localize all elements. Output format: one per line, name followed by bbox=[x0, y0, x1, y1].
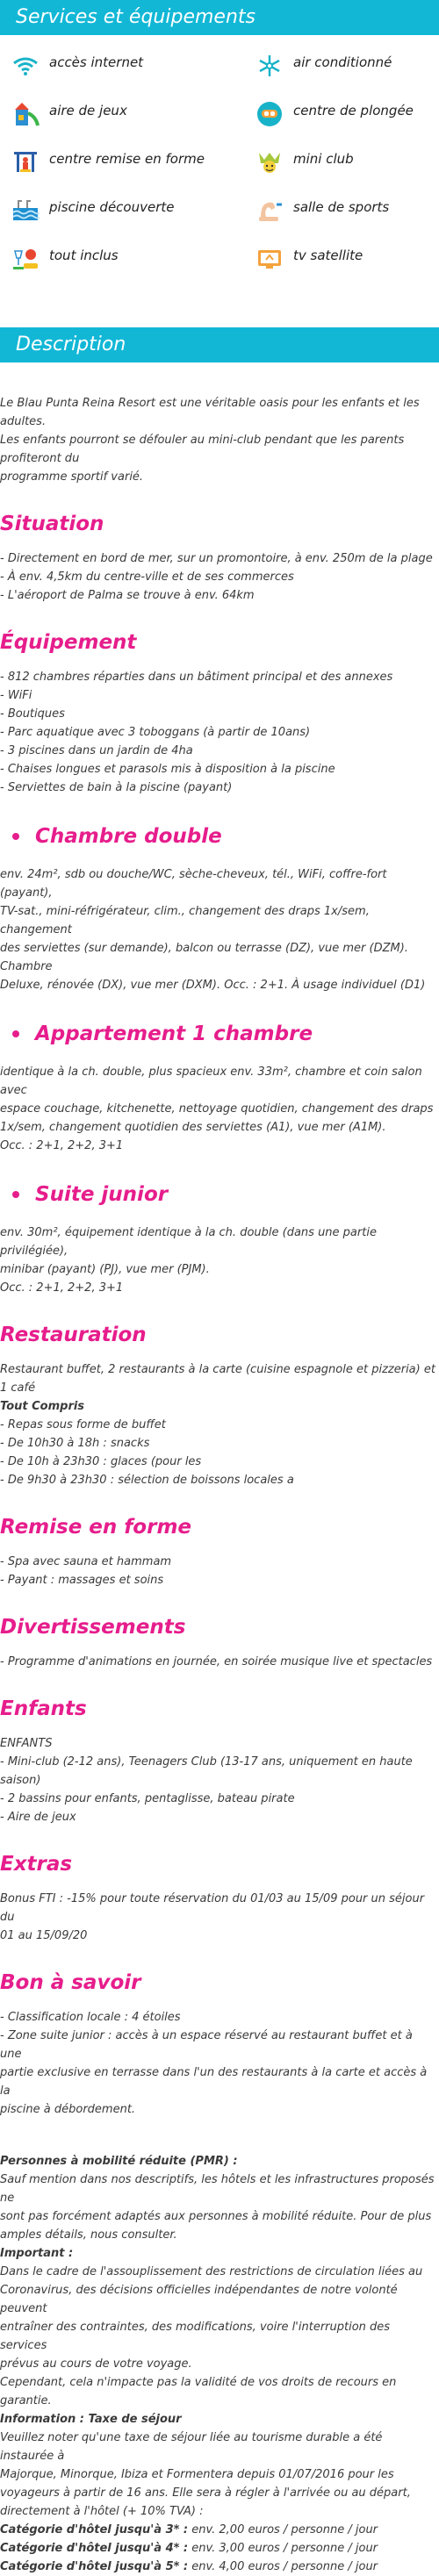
important-line: entraîner des contraintes, des modifications, voire l'interruption des services bbox=[0, 2321, 391, 2352]
restauration-line: 1 café bbox=[0, 1381, 36, 1395]
suite-line: Occ. : 2+1, 2+2, 3+1 bbox=[0, 1281, 124, 1295]
intro-line: Les enfants pourront se défouler au mini-club pendant que les parents bbox=[0, 434, 405, 447]
subsection-title-suite-junior bbox=[0, 1181, 435, 1208]
suite-title: Suite junior bbox=[35, 1183, 169, 1206]
service-label: centre de plongée bbox=[293, 103, 414, 118]
mini-club-icon bbox=[253, 147, 286, 177]
tax-category-label: Catégorie d'hôtel jusqu'à 3* : bbox=[0, 2523, 189, 2537]
service-label: tv satellite bbox=[293, 248, 363, 263]
equipement-line: - 812 chambres réparties dans un bâtiment principal et des annexes bbox=[0, 671, 393, 684]
restauration-item: - Repas sous forme de buffet bbox=[0, 1418, 166, 1432]
appartement-title: Appartement 1 chambre bbox=[35, 1023, 313, 1045]
chambre-double-line: Deluxe, rénovée (DX), vue mer (DXM). Occ. : 2+1. À usage individuel (D1) bbox=[0, 979, 426, 992]
situation-line: - L'aéroport de Palma se trouve à env. 64km bbox=[0, 589, 255, 602]
tax-category-label: Catégorie d'hôtel jusqu'à 4* : bbox=[0, 2542, 189, 2555]
restauration-line: Restaurant buffet, 2 restaurants à la carte (cuisine espagnole et pizzeria) et bbox=[0, 1363, 435, 1376]
gym-icon bbox=[253, 196, 286, 226]
playground-icon bbox=[9, 99, 42, 129]
intro-line: profiteront du bbox=[0, 452, 80, 465]
service-item bbox=[244, 147, 439, 196]
divertissements-line: - Programme d'animations en journée, en soirée musique live et spectacles bbox=[0, 1655, 433, 1668]
service-label: salle de sports bbox=[293, 199, 390, 215]
service-item bbox=[0, 147, 244, 196]
section-title-enfants: Enfants bbox=[0, 1697, 87, 1720]
intro-line: adultes. bbox=[0, 415, 47, 428]
equipement-line: - Boutiques bbox=[0, 707, 65, 721]
chambre-double-line: TV-sat., mini-réfrigérateur, clim., changement des draps 1x/sem, changement bbox=[0, 905, 370, 936]
important-line: Cependant, cela n'impacte pas la validité de vos droits de recours en garantie. bbox=[0, 2376, 397, 2407]
important-line: prévus au cours de votre voyage. bbox=[0, 2357, 192, 2371]
service-label: accès internet bbox=[49, 54, 144, 70]
equipement-line: - Chaises longues et parasols mis à disposition à la piscine bbox=[0, 763, 335, 776]
spacer bbox=[0, 292, 439, 327]
chambre-double-title: Chambre double bbox=[35, 825, 222, 848]
tax-category bbox=[0, 2539, 435, 2558]
chambre-double-line: env. 24m², sdb ou douche/WC, sèche-cheveux, tél., WiFi, coffre-fort (payant), bbox=[0, 868, 387, 900]
bon-line: - Classification locale : 4 étoiles bbox=[0, 2011, 181, 2024]
equipement-line: - 3 piscines dans un jardin de 4ha bbox=[0, 744, 193, 757]
bon-line: partie exclusive en terrasse dans l'un des restaurants à la carte et accès à la bbox=[0, 2066, 428, 2098]
enfants-line: - Aire de jeux bbox=[0, 1811, 76, 1824]
restauration-item: - De 10h à 23h30 : glaces (pour les bbox=[0, 1455, 202, 1468]
description-body bbox=[0, 362, 439, 2576]
section-title-divertissements: Divertissements bbox=[0, 1616, 186, 1639]
important-title: Important : bbox=[0, 2247, 74, 2260]
fitness-icon bbox=[9, 147, 42, 177]
description-header bbox=[0, 327, 439, 362]
tax-line: directement à l'hôtel (+ 10% TVA) : bbox=[0, 2505, 204, 2518]
enfants-line: - 2 bassins pour enfants, pentaglisse, bateau pirate bbox=[0, 1792, 295, 1805]
pmr-line: amples détails, nous consulter. bbox=[0, 2228, 177, 2242]
tax-title: Information : Taxe de séjour bbox=[0, 2413, 182, 2426]
appartement-line: 1x/sem, changement quotidien des serviettes (A1), vue mer (A1M). bbox=[0, 1121, 386, 1134]
service-item bbox=[0, 51, 244, 99]
service-label: piscine découverte bbox=[49, 199, 175, 215]
services-title: Services et équipements bbox=[16, 6, 255, 28]
extras-line: 01 au 15/09/20 bbox=[0, 1929, 88, 1942]
restauration-item: - De 10h30 à 18h : snacks bbox=[0, 1437, 150, 1450]
tax-category-value: env. 4,00 euros / personne / jour bbox=[188, 2560, 378, 2573]
section-title-situation: Situation bbox=[0, 513, 104, 535]
service-label: aire de jeux bbox=[49, 103, 127, 118]
suite-line: env. 30m², équipement identique à la ch. double (dans une partie privilégiée), bbox=[0, 1226, 377, 1258]
pmr-title: Personnes à mobilité réduite (PMR) : bbox=[0, 2155, 238, 2168]
important-line: Coronavirus, des décisions officielles indépendantes de notre volonté peuvent bbox=[0, 2284, 398, 2315]
description-title: Description bbox=[16, 334, 126, 355]
all-inclusive-icon bbox=[9, 244, 42, 274]
restauration-item: - De 9h30 à 23h30 : sélection de boissons locales a bbox=[0, 1474, 294, 1487]
bon-line: - Zone suite junior : accès à un espace réservé au restaurant buffet et à une bbox=[0, 2029, 413, 2061]
remise-line: - Payant : massages et soins bbox=[0, 1574, 164, 1587]
tax-category bbox=[0, 2521, 435, 2539]
chambre-double-line: des serviettes (sur demande), balcon ou terrasse (DZ), vue mer (DZM). Chambre bbox=[0, 942, 408, 973]
tax-line: Majorque, Minorque, Ibiza et Formentera depuis 01/07/2016 pour les bbox=[0, 2468, 394, 2481]
enfants-line: ENFANTS bbox=[0, 1737, 53, 1750]
service-label: air conditionné bbox=[293, 54, 392, 70]
tax-category-value: env. 2,00 euros / personne / jour bbox=[188, 2523, 378, 2537]
bon-line: piscine à débordement. bbox=[0, 2103, 136, 2116]
service-item bbox=[0, 196, 244, 244]
bullet-dot bbox=[12, 1191, 19, 1198]
situation-line: - Directement en bord de mer, sur un promontoire, à env. 250m de la plage bbox=[0, 552, 433, 565]
pool-icon bbox=[9, 196, 42, 226]
service-label: centre remise en forme bbox=[49, 151, 205, 167]
equipement-line: - Parc aquatique avec 3 toboggans (à partir de 10ans) bbox=[0, 726, 311, 739]
subsection-title-appartement bbox=[0, 1021, 435, 1047]
pmr-line: Sauf mention dans nos descriptifs, les hôtels et les infrastructures proposés ne bbox=[0, 2173, 435, 2205]
section-title-bon-a-savoir: Bon à savoir bbox=[0, 1971, 141, 1994]
bullet-dot bbox=[12, 833, 19, 840]
section-title-equipement: Équipement bbox=[0, 631, 137, 654]
services-grid bbox=[0, 35, 439, 292]
tax-category bbox=[0, 2558, 435, 2576]
appartement-line: Occ. : 2+1, 2+2, 3+1 bbox=[0, 1139, 124, 1152]
diving-icon bbox=[253, 99, 286, 129]
bullet-dot bbox=[12, 1030, 19, 1037]
service-item bbox=[0, 99, 244, 147]
intro-line: Le Blau Punta Reina Resort est une véritable oasis pour les enfants et les bbox=[0, 397, 420, 410]
section-title-restauration: Restauration bbox=[0, 1324, 147, 1346]
wifi-icon bbox=[9, 51, 42, 81]
important-line: Dans le cadre de l'assouplissement des restrictions de circulation liées au bbox=[0, 2265, 423, 2278]
situation-line: - À env. 4,5km du centre-ville et de ses commerces bbox=[0, 570, 294, 584]
service-item bbox=[244, 99, 439, 147]
service-item bbox=[244, 51, 439, 99]
tax-category-value: env. 3,00 euros / personne / jour bbox=[188, 2542, 378, 2555]
section-title-extras: Extras bbox=[0, 1853, 73, 1876]
extras-line: Bonus FTI : -15% pour toute réservation du 01/03 au 15/09 pour un séjour du bbox=[0, 1892, 425, 1924]
service-label: tout inclus bbox=[49, 248, 119, 263]
service-item bbox=[244, 196, 439, 244]
services-header bbox=[0, 0, 439, 35]
equipement-line: - Serviettes de bain à la piscine (payant) bbox=[0, 781, 233, 794]
suite-line: minibar (payant) (PJ), vue mer (PJM). bbox=[0, 1263, 210, 1276]
intro-block bbox=[0, 394, 435, 486]
appartement-line: identique à la ch. double, plus spacieux env. 33m², chambre et coin salon avec bbox=[0, 1066, 422, 1097]
equipement-line: - WiFi bbox=[0, 689, 32, 702]
tax-line: voyageurs à partir de 16 ans. Elle sera à régler à l'arrivée ou au départ, bbox=[0, 2486, 411, 2500]
remise-line: - Spa avec sauna et hammam bbox=[0, 1555, 172, 1568]
service-item bbox=[244, 244, 439, 292]
pmr-line: sont pas forcément adaptés aux personnes à mobilité réduite. Pour de plus bbox=[0, 2210, 432, 2223]
tv-icon bbox=[253, 244, 286, 274]
appartement-line: espace couchage, kitchenette, nettoyage quotidien, changement des draps bbox=[0, 1102, 434, 1116]
enfants-line: saison) bbox=[0, 1774, 41, 1787]
intro-line: programme sportif varié. bbox=[0, 470, 144, 484]
snowflake-icon bbox=[253, 51, 286, 81]
subsection-title-chambre-double bbox=[0, 823, 435, 850]
service-label: mini club bbox=[293, 151, 354, 167]
service-item bbox=[0, 244, 244, 292]
tax-line: Veuillez noter qu'une taxe de séjour liée au tourisme durable a été instaurée à bbox=[0, 2431, 383, 2463]
tax-category-label: Catégorie d'hôtel jusqu'à 5* : bbox=[0, 2560, 189, 2573]
enfants-line: - Mini-club (2-12 ans), Teenagers Club (13-17 ans, uniquement en haute bbox=[0, 1755, 413, 1769]
restauration-subtitle: Tout Compris bbox=[0, 1400, 85, 1413]
section-title-remise: Remise en forme bbox=[0, 1516, 192, 1539]
